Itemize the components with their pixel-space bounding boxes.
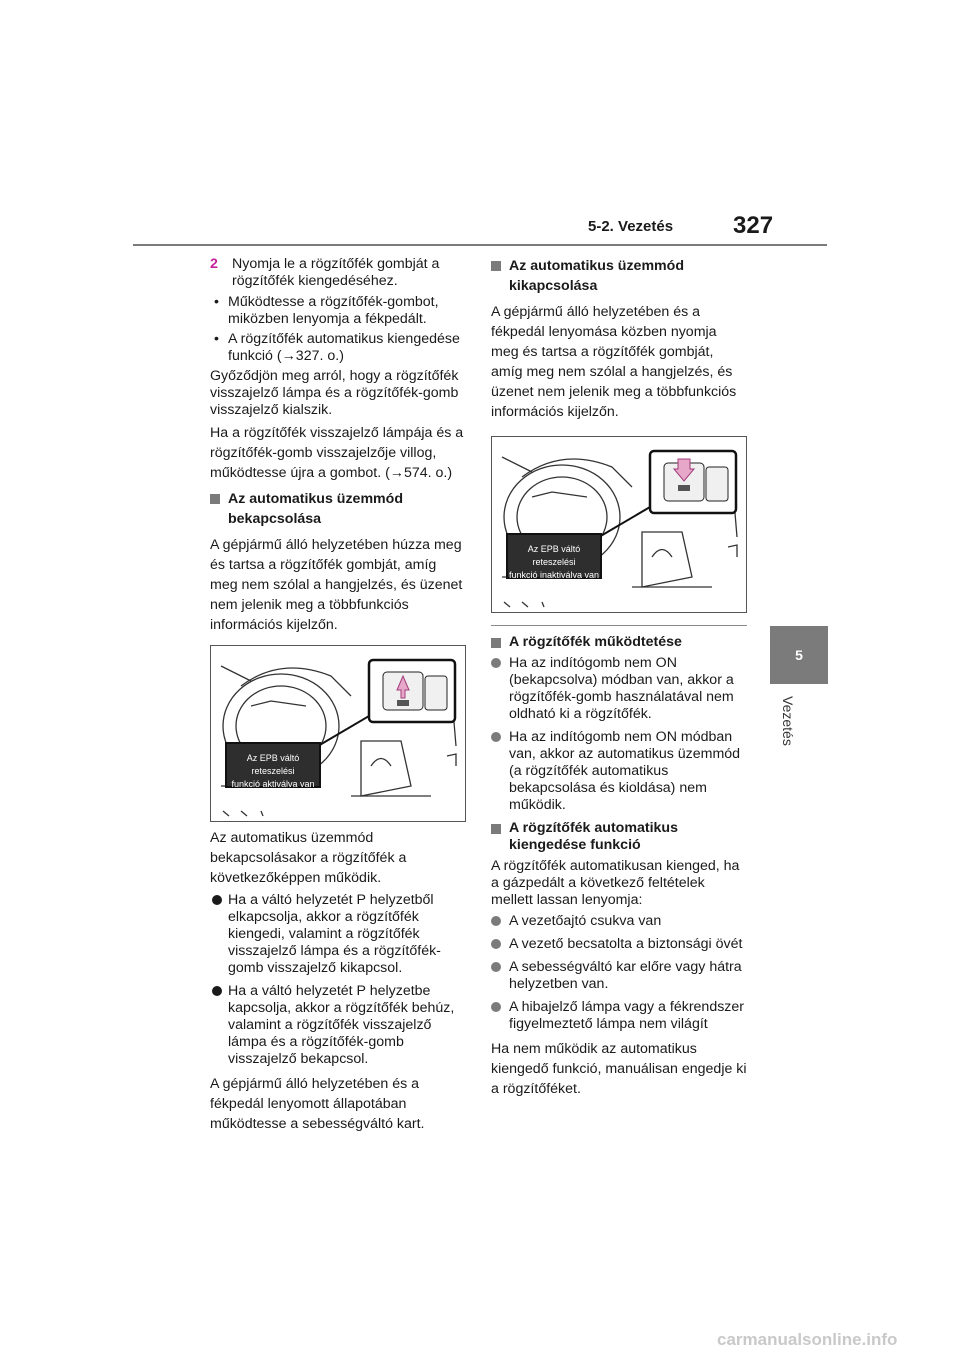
bullet-item	[210, 294, 464, 328]
header-rule	[133, 244, 827, 246]
subheading	[491, 634, 747, 651]
bullet-text: Működtesse a rögzítőfék-gombot, miközben lenyomja a fékpedált.	[228, 294, 439, 327]
dashboard-illustration	[211, 646, 465, 821]
chapter-tab-label: Vezetés	[780, 696, 796, 746]
display-message-line: Az EPB váltó reteszelési	[246, 753, 300, 776]
bullet-mark-icon: •	[214, 331, 219, 347]
dot-marker-icon	[491, 939, 501, 949]
list-item-text: A sebességváltó kar előre vagy hátra helyzetben van.	[509, 959, 742, 992]
dot-marker-icon	[491, 962, 501, 972]
display-message-line: funkció inaktiválva van	[508, 570, 600, 580]
paragraph: A gépjármű álló helyzetében és a fékpedál lenyomott állapotában működtesse a sebességváltó kart.	[210, 1076, 425, 1132]
bullet-text: A rögzítőfék automatikus kiengedése funkció (→327. o.)	[228, 331, 460, 364]
display-message	[506, 533, 602, 579]
list-item-text: Ha az indítógomb nem ON (bekapcsolva) módban van, akkor a rögzítőfék-gomb használatával nem oldható ki a rögzítőfék.	[509, 655, 734, 722]
paragraph: A gépjármű álló helyzetében húzza meg és tartsa a rögzítőfék gombját, amíg meg nem szólal a hangjelzés, és üzenet nem jelenik meg a többfunkciós információs kijelzőn.	[210, 537, 463, 633]
figure-auto-mode-off	[491, 436, 747, 613]
list-item	[491, 729, 747, 814]
display-message-line: funkció aktiválva van	[231, 779, 315, 789]
list-item	[491, 913, 747, 930]
subheading	[491, 820, 747, 854]
subheading-text: A rögzítőfék automatikus kiengedése funkció	[509, 820, 678, 853]
subheading	[210, 489, 464, 529]
square-marker-icon	[491, 824, 501, 834]
dashboard-illustration	[492, 437, 746, 612]
dot-marker-icon	[491, 658, 501, 668]
page-number: 327	[733, 212, 774, 239]
square-marker-icon	[491, 638, 501, 648]
list-item-text: A hibajelző lámpa vagy a fékrendszer figyelmeztető lámpa nem világít	[509, 999, 745, 1032]
dot-marker-icon	[491, 916, 501, 926]
list-item	[210, 892, 464, 977]
paragraph: Győződjön meg arról, hogy a rögzítőfék visszajelző lámpa és a rögzítőfék-gomb visszajelző kialszik.	[210, 368, 459, 418]
paragraph: Ha a rögzítőfék visszajelző lámpája és a rögzítőfék-gomb visszajelzője villog, működtesse újra a gombot. (→574. o.)	[210, 425, 464, 481]
list-item	[491, 959, 747, 993]
bullet-mark-icon: •	[214, 294, 219, 310]
chapter-tab[interactable]: 5	[770, 626, 828, 684]
display-message-line: Az EPB váltó reteszelési	[527, 544, 581, 567]
section-divider	[491, 625, 747, 626]
section-title: 5-2. Vezetés	[588, 218, 674, 235]
step-number: 2	[210, 256, 218, 272]
list-item-text: Ha az indítógomb nem ON módban van, akkor az automatikus üzemmód (a rögzítőfék automatikus bekapcsolása és kioldása) nem működik.	[509, 729, 741, 813]
dot-marker-icon	[212, 895, 222, 905]
list-item-text: A vezető becsatolta a biztonsági övét	[509, 936, 743, 952]
square-marker-icon	[210, 494, 220, 504]
square-marker-icon	[491, 261, 501, 271]
list-item	[491, 999, 747, 1033]
display-message	[225, 742, 321, 788]
list-item-text: Ha a váltó helyzetét P helyzetből elkapcsolja, akkor a rögzítőfék kiengedi, valamint a rögzítőfék visszajelző lámpa és a rögzítőfék-gomb visszajelző kikapcsol.	[228, 892, 441, 976]
left-column	[210, 256, 464, 1138]
list-item	[491, 655, 747, 723]
list-item-text: Ha a váltó helyzetét P helyzetbe kapcsolja, akkor a rögzítőfék behúz, valamint a rögzítőfék visszajelző lámpa és a rögzítőfék-gomb visszajelző bekapcsol.	[228, 983, 455, 1067]
paragraph: A rögzítőfék automatikusan kienged, ha a gázpedált a következő feltételek mellett lassan lenyomja:	[491, 858, 740, 908]
list-item-text: A vezetőajtó csukva van	[509, 913, 662, 929]
dot-marker-icon	[491, 732, 501, 742]
dot-marker-icon	[491, 1002, 501, 1012]
right-column	[491, 256, 747, 1103]
watermark: carmanualsonline.info	[717, 1330, 898, 1349]
subheading-text: A rögzítőfék működtetése	[509, 634, 682, 650]
list-item	[210, 983, 464, 1068]
subheading-text: Az automatikus üzemmód bekapcsolása	[228, 491, 404, 527]
step-2	[210, 256, 464, 290]
list-item	[491, 936, 747, 953]
subheading	[491, 256, 747, 296]
step-text: Nyomja le a rögzítőfék gombját a rögzítőfék kiengedéséhez.	[232, 256, 440, 289]
paragraph: Az automatikus üzemmód bekapcsolásakor a rögzítőfék a következőképpen működik.	[210, 830, 407, 886]
figure-auto-mode-on	[210, 645, 466, 822]
paragraph: A gépjármű álló helyzetében és a fékpedál lenyomása közben nyomja meg és tartsa a rögzítőfék gombját, amíg meg nem szólal a hangjelzés, és üzenet nem jelenik meg a többfunkciós információs kijelzőn.	[491, 304, 737, 420]
paragraph: Ha nem működik az automatikus kiengedő funkció, manuálisan engedje ki a rögzítőféket.	[491, 1041, 747, 1097]
bullet-item	[210, 331, 464, 365]
dot-marker-icon	[212, 986, 222, 996]
subheading-text: Az automatikus üzemmód kikapcsolása	[509, 258, 685, 294]
